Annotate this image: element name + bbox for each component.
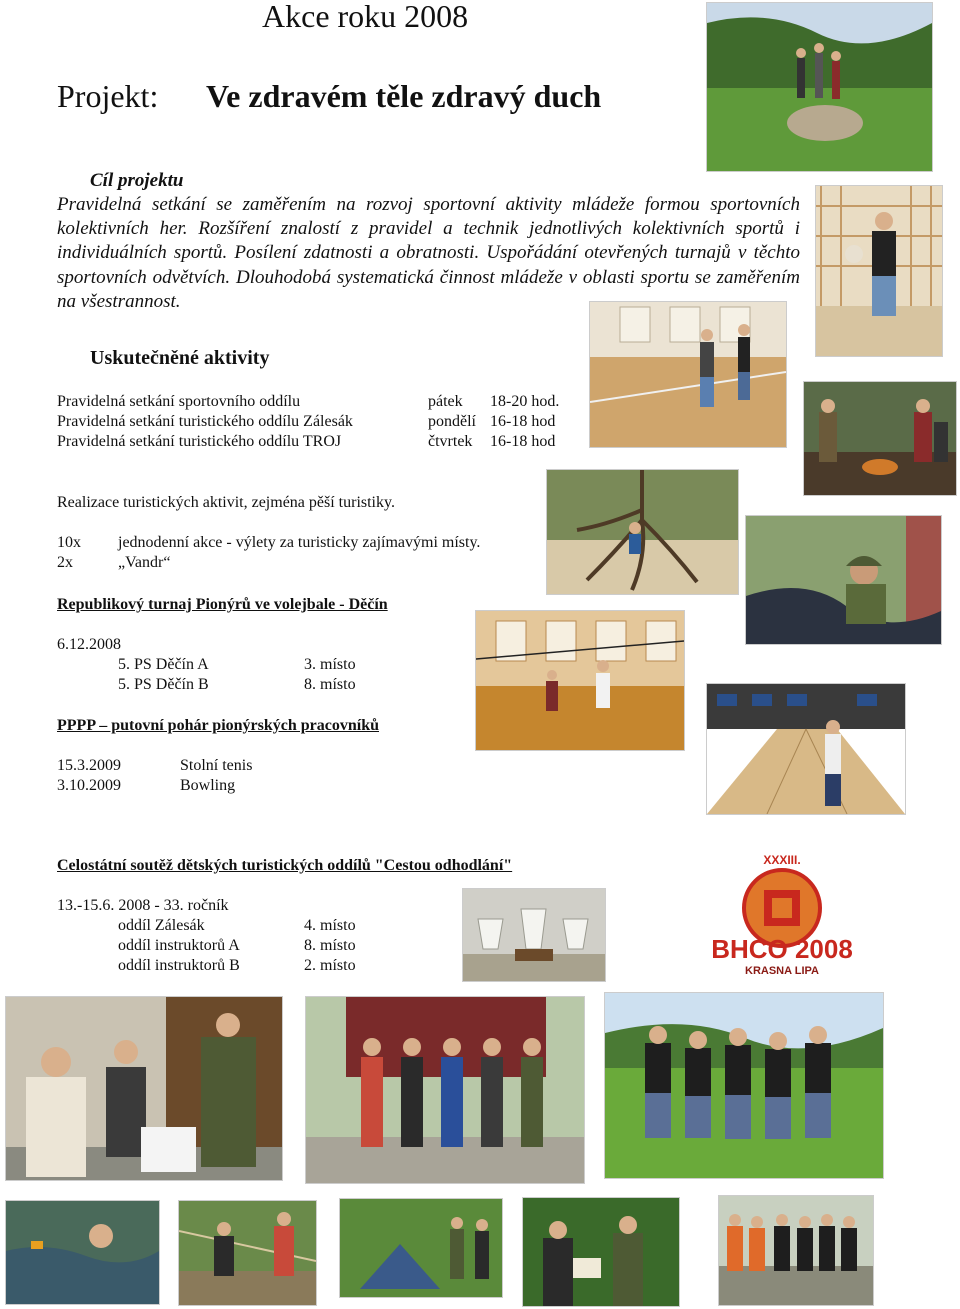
logo-top-text: XXXIII.: [763, 853, 801, 867]
photo-trophies: [462, 888, 606, 982]
activities-heading: Uskutečněné aktivity: [90, 347, 270, 369]
activity-name: Pravidelná setkání turistického oddílu TROJ: [57, 433, 342, 450]
contest-team: oddíl Zálesák: [118, 917, 205, 934]
volleyball-heading: Republikový turnaj Pionýrů ve volejbale - Děčín: [57, 596, 388, 613]
activity-day: pondělí: [428, 413, 476, 430]
contest-place: 4. místo: [304, 917, 356, 934]
activity-name: Pravidelná setkání sportovního oddílu: [57, 393, 301, 410]
page-title: Akce roku 2008: [262, 0, 469, 34]
photo-jumping-rock: [706, 2, 933, 172]
logo-main-text: BHCO 2008: [711, 934, 853, 964]
tourism-count: 2x: [57, 554, 73, 571]
pppp-heading: PPPP – putovní pohár pionýrských pracovníků: [57, 717, 379, 734]
activity-time: 18-20 hod.: [490, 393, 560, 410]
photo-bowling: [706, 683, 906, 815]
bhco-logo: [706, 850, 858, 978]
photo-gym-boy: [815, 185, 943, 357]
photo-group-door: [5, 996, 283, 1181]
photo-gym-play: [589, 301, 787, 448]
photo-group-shirts: [604, 992, 884, 1179]
activity-day: čtvrtek: [428, 433, 473, 450]
contest-team: oddíl instruktorů A: [118, 937, 240, 954]
activity-day: pátek: [428, 393, 463, 410]
contest-place: 8. místo: [304, 937, 356, 954]
pppp-date: 3.10.2009: [57, 777, 121, 794]
photo-group-car: [305, 996, 585, 1184]
photo-volleyball: [475, 610, 685, 751]
pppp-sport: Stolní tenis: [180, 757, 253, 774]
photo-campfire: [803, 381, 957, 496]
volleyball-team: 5. PS Děčín A: [118, 656, 209, 673]
contest-heading: Celostátní soutěž dětských turistických oddílů "Cestou odhodlání": [57, 857, 513, 874]
goal-heading: Cíl projektu: [90, 170, 184, 191]
tourism-text: jednodenní akce - výlety za turisticky zajímavými místy.: [118, 534, 481, 551]
goal-text: Pravidelná setkání se zaměřením na rozvoj sportovní aktivity mládeže formou sportovních kolektivních her. Rozšíření znalostí z pravidel a technik jednotlivých kolektivních sportů i individuálních sportů. Posílení zdatnosti a obratnosti. Uspořádání otevřených turnajů v těchto sportovních odvětvích. Dlouhodobá systematická činnost mládeže v oblasti sportu se zaměřením na všestrannost.: [57, 194, 800, 312]
contest-date: 13.-15.6. 2008 - 33. ročník: [57, 897, 229, 914]
logo-sub-text: KRASNA LIPA: [745, 965, 819, 977]
volleyball-team: 5. PS Děčín B: [118, 676, 209, 693]
photo-tent: [339, 1198, 503, 1298]
volleyball-place: 8. místo: [304, 676, 356, 693]
project-label: Projekt:: [57, 78, 159, 114]
volleyball-place: 3. místo: [304, 656, 356, 673]
project-name: Ve zdravém těle zdravý duch: [206, 78, 602, 114]
tourism-count: 10x: [57, 534, 81, 551]
contest-team: oddíl instruktorů B: [118, 957, 240, 974]
contest-place: 2. místo: [304, 957, 356, 974]
photo-swimming: [5, 1200, 160, 1305]
photo-lineup: [718, 1195, 874, 1306]
activity-name: Pravidelná setkání turistického oddílu Zálesák: [57, 413, 353, 430]
tourism-intro: Realizace turistických aktivit, zejména pěší turistiky.: [57, 494, 395, 511]
activity-time: 16-18 hod: [490, 413, 556, 430]
pppp-sport: Bowling: [180, 777, 236, 794]
activity-time: 16-18 hod: [490, 433, 556, 450]
photo-rope: [178, 1200, 317, 1306]
tourism-text: „Vandr“: [118, 554, 171, 571]
pppp-date: 15.3.2009: [57, 757, 121, 774]
volleyball-date: 6.12.2008: [57, 636, 121, 653]
photo-tree-roots: [546, 469, 739, 595]
photo-camouflage: [745, 515, 942, 645]
photo-map-reading: [522, 1197, 680, 1307]
